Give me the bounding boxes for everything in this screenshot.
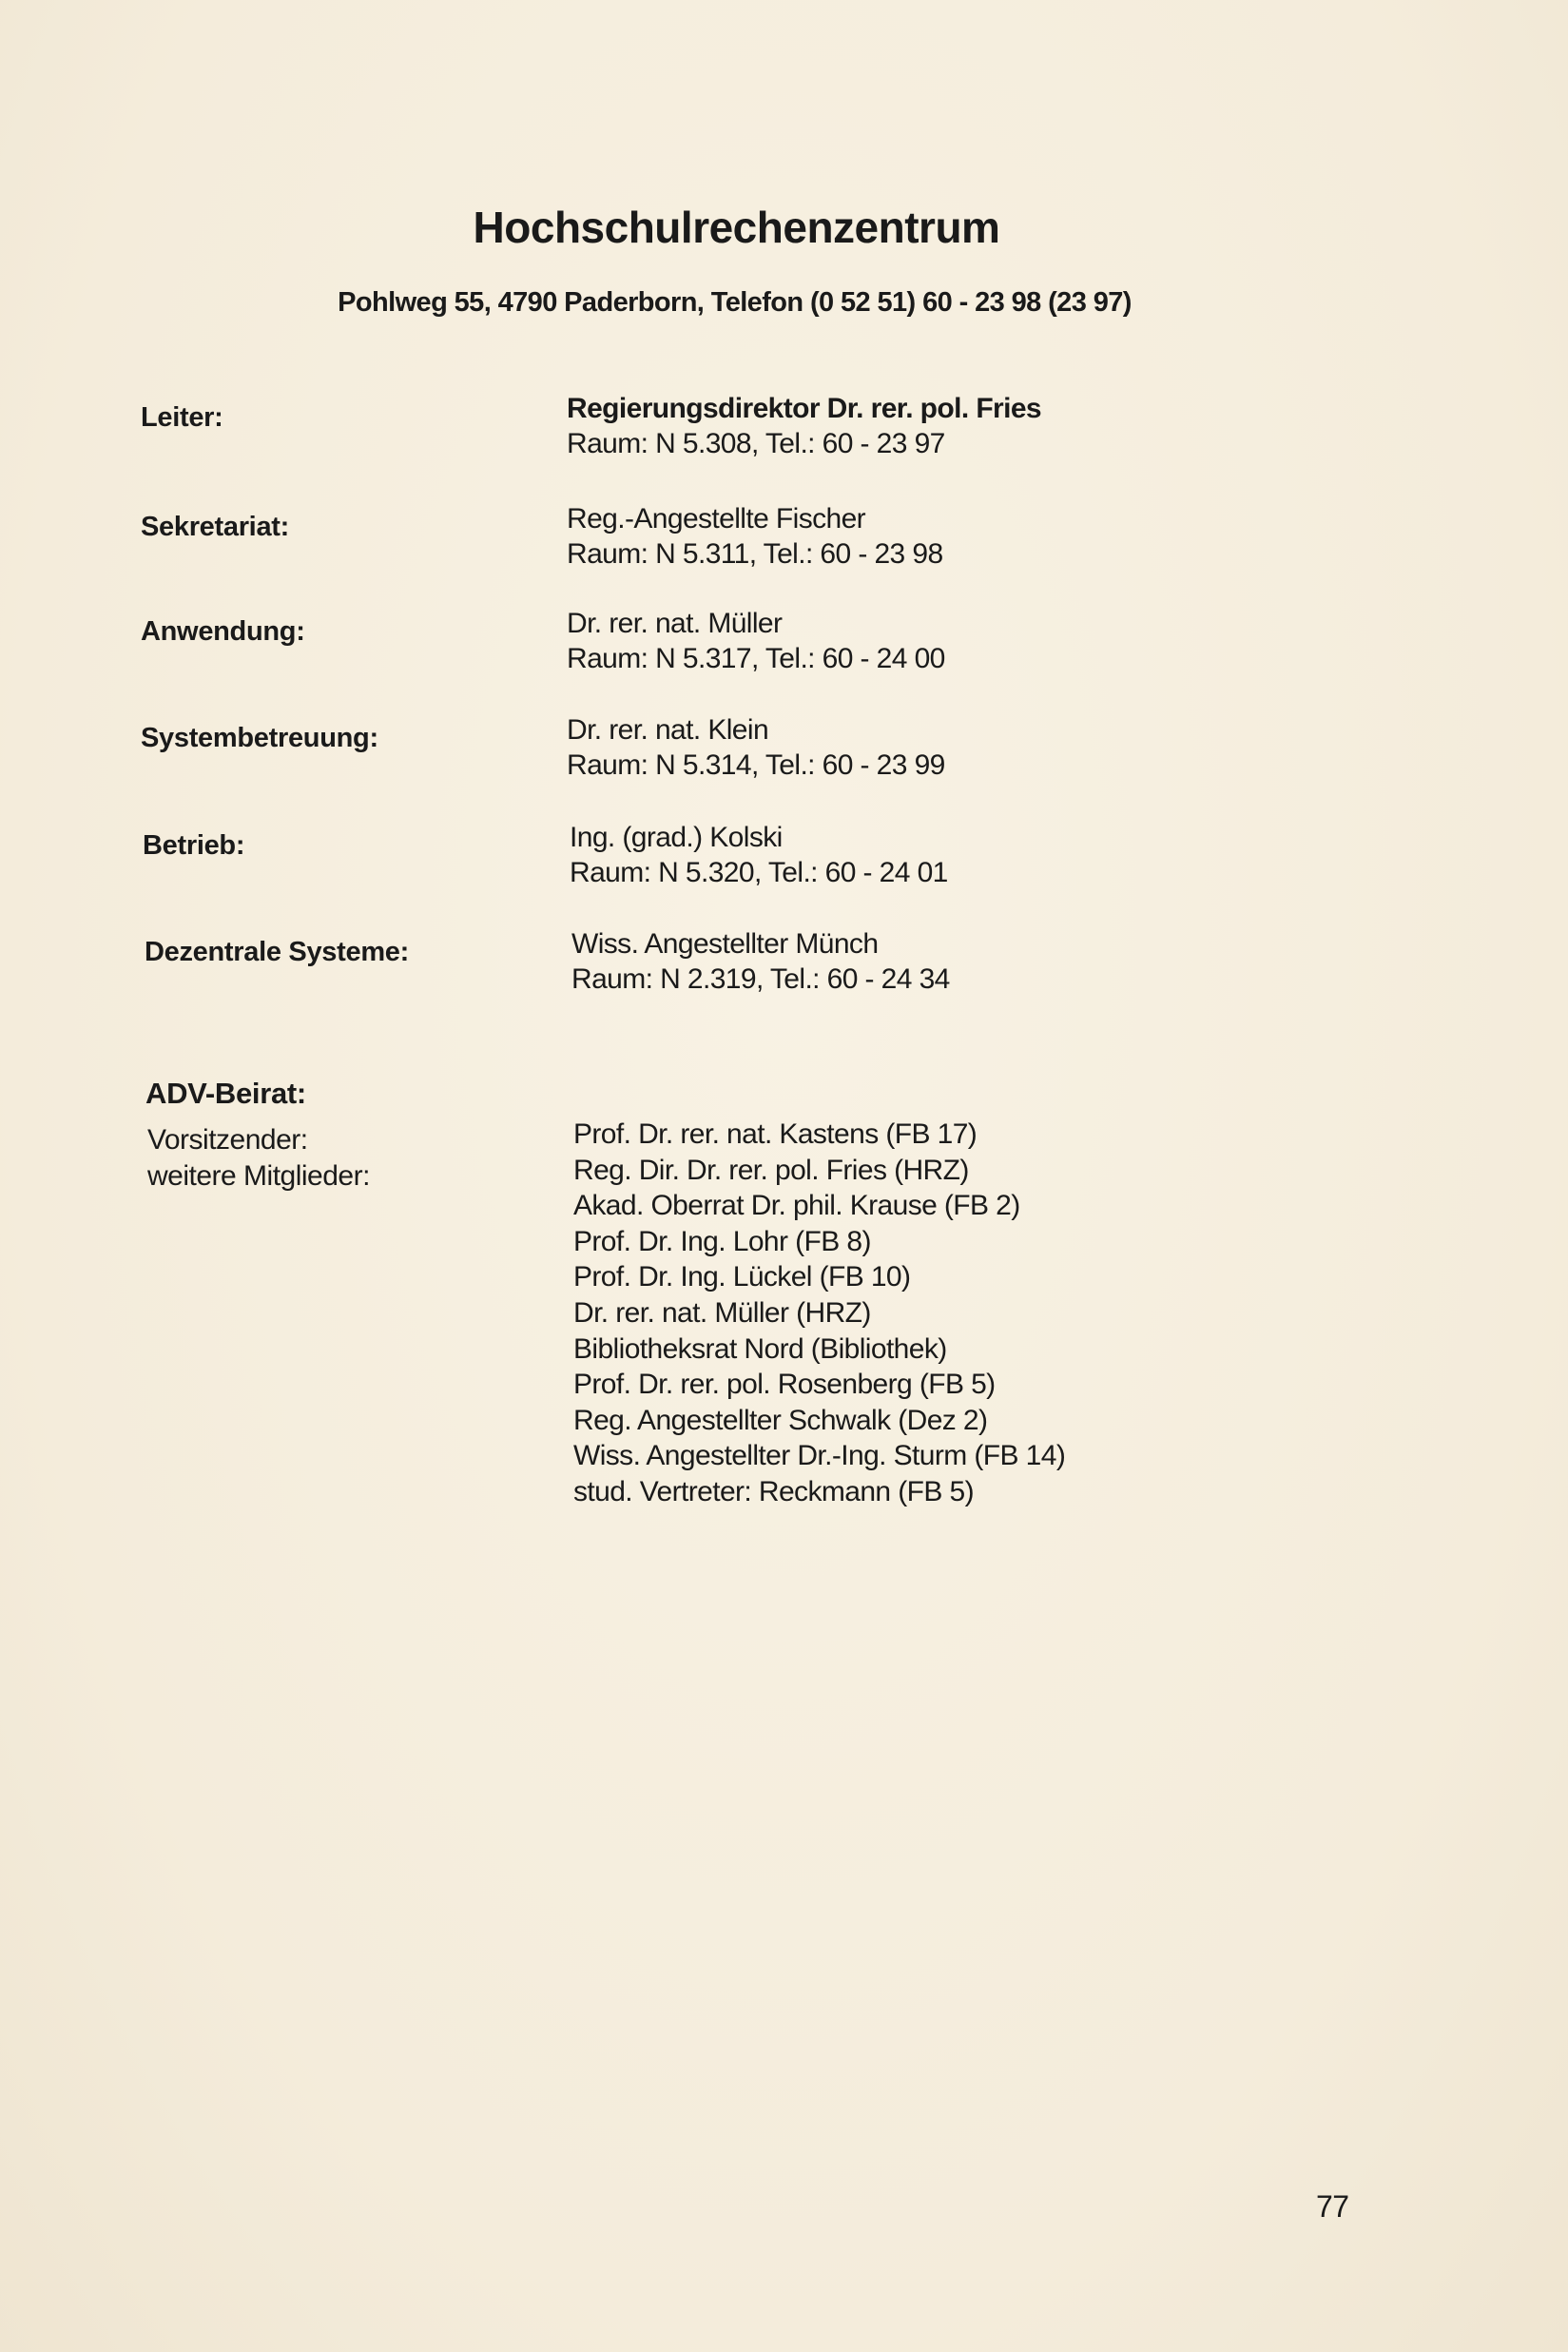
list-item: Akad. Oberrat Dr. phil. Krause (FB 2) [573, 1190, 1020, 1222]
staff-label-sekretariat: Sekretariat: [141, 512, 289, 542]
staff-label-betrieb: Betrieb: [143, 830, 245, 861]
staff-entry-betrieb [570, 820, 948, 890]
staff-name: Wiss. Angestellter Münch [571, 928, 879, 960]
staff-name: Dr. rer. nat. Müller [567, 608, 783, 639]
staff-entry-dezentrale-systeme [571, 926, 950, 997]
list-item: Prof. Dr. Ing. Lohr (FB 8) [573, 1225, 871, 1257]
adv-members-label: weitere Mitglieder: [147, 1160, 370, 1192]
page-number: 77 [1316, 2189, 1349, 2224]
list-item: Prof. Dr. rer. nat. Kastens (FB 17) [573, 1118, 978, 1150]
staff-label-systembetreuung: Systembetreuung: [141, 723, 378, 753]
list-item: stud. Vertreter: Reckmann (FB 5) [573, 1475, 974, 1507]
adv-chair-label: Vorsitzender: [147, 1124, 308, 1156]
staff-label-anwendung: Anwendung: [141, 616, 305, 647]
staff-name: Regierungsdirektor Dr. rer. pol. Fries [567, 393, 1042, 424]
list-item: Prof. Dr. Ing. Lückel (FB 10) [573, 1261, 911, 1293]
staff-entry-leiter [567, 391, 1041, 461]
address-line: Pohlweg 55, 4790 Paderborn, Telefon (0 52 51) 60 - 23 98 (23 97) [338, 287, 1132, 318]
list-item: Reg. Dir. Dr. rer. pol. Fries (HRZ) [573, 1154, 969, 1186]
staff-name: Ing. (grad.) Kolski [570, 822, 783, 853]
staff-room: Raum: N 5.317, Tel.: 60 - 24 00 [567, 643, 945, 674]
staff-room: Raum: N 5.320, Tel.: 60 - 24 01 [570, 857, 948, 888]
page-title: Hochschulrechenzentrum [473, 203, 1000, 252]
list-item: Dr. rer. nat. Müller (HRZ) [573, 1296, 871, 1329]
staff-entry-anwendung [567, 606, 945, 676]
staff-room: Raum: N 5.311, Tel.: 60 - 23 98 [567, 538, 943, 570]
staff-room: Raum: N 5.308, Tel.: 60 - 23 97 [567, 428, 945, 459]
staff-name: Reg.-Angestellte Fischer [567, 503, 866, 535]
adv-members-list [573, 1117, 1065, 1510]
staff-entry-systembetreuung [567, 712, 945, 783]
staff-room: Raum: N 2.319, Tel.: 60 - 24 34 [571, 963, 950, 995]
staff-label-leiter: Leiter: [141, 402, 223, 433]
staff-entry-sekretariat [567, 501, 943, 572]
staff-room: Raum: N 5.314, Tel.: 60 - 23 99 [567, 749, 945, 781]
list-item: Prof. Dr. rer. pol. Rosenberg (FB 5) [573, 1369, 996, 1401]
list-item: Wiss. Angestellter Dr.-Ing. Sturm (FB 14) [573, 1440, 1066, 1472]
staff-label-dezentrale-systeme: Dezentrale Systeme: [145, 937, 409, 967]
adv-beirat-heading: ADV-Beirat: [145, 1077, 306, 1110]
staff-name: Dr. rer. nat. Klein [567, 714, 769, 746]
list-item: Bibliotheksrat Nord (Bibliothek) [573, 1332, 947, 1365]
list-item: Reg. Angestellter Schwalk (Dez 2) [573, 1404, 988, 1436]
